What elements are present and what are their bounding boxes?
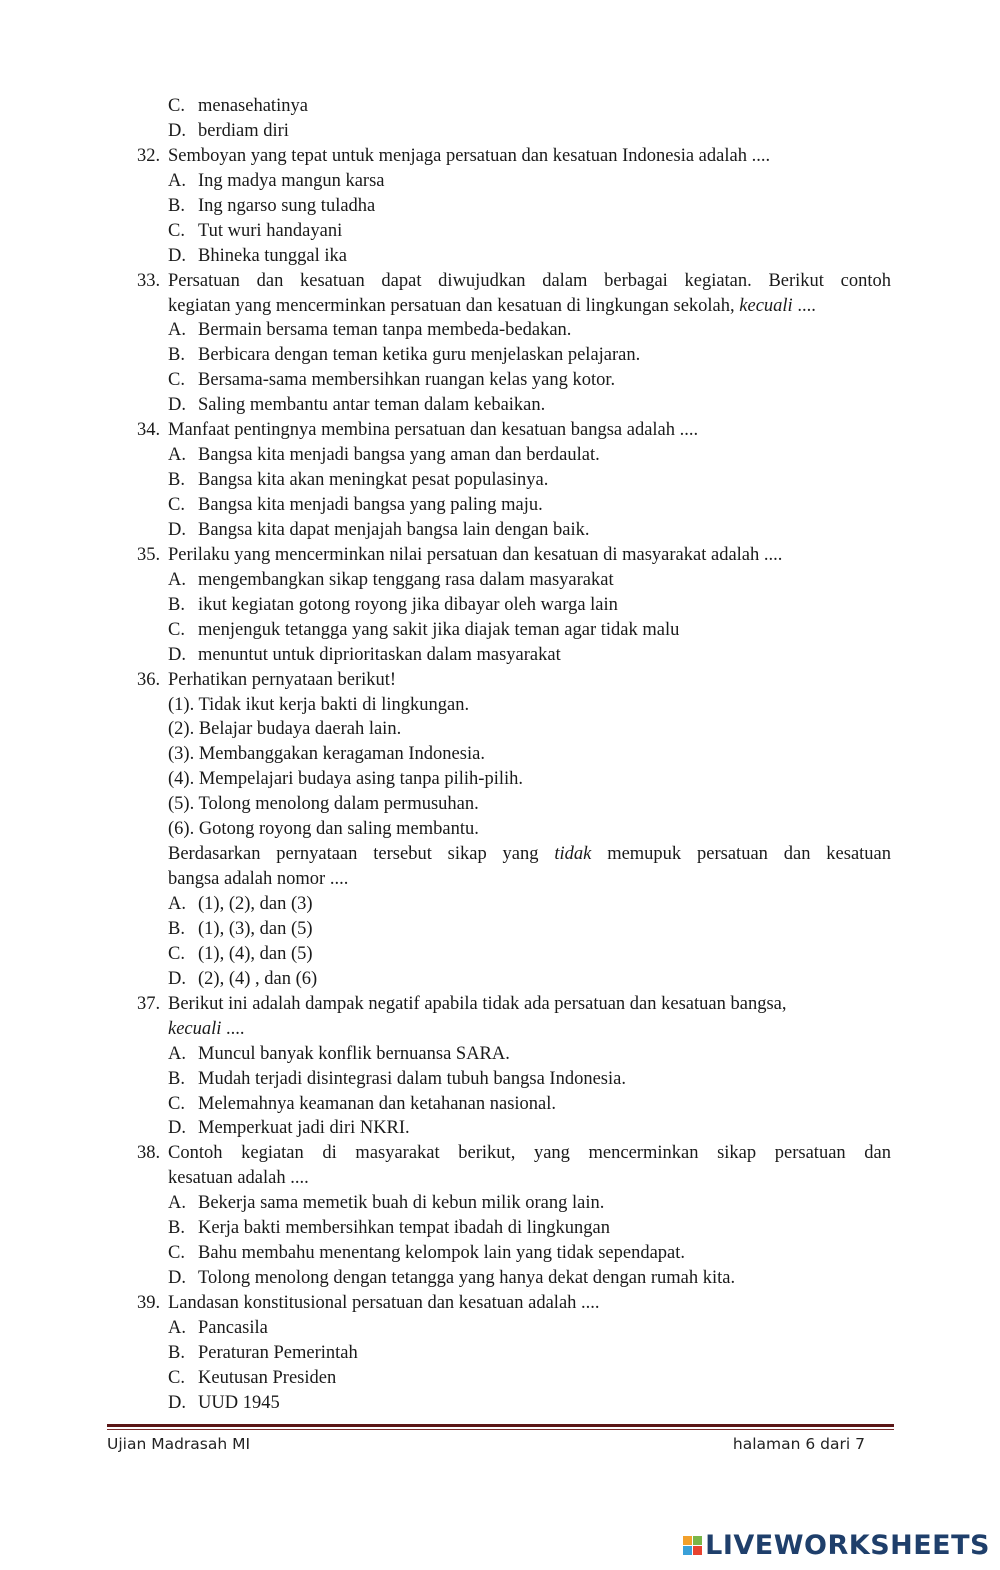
question-continuation (0, 1166, 1000, 1191)
question-continuation (0, 792, 1000, 817)
line-text: Berdasarkan pernyataan tersebut sikap yang (168, 844, 539, 865)
line-text-suffix: memupuk persatuan dan kesatuan (591, 844, 892, 865)
option-text: menasehatinya (198, 96, 308, 116)
answer-option (0, 1216, 1000, 1241)
option-text: Bangsa kita akan meningkat pesat populasinya. (198, 470, 549, 491)
question-continuation (0, 742, 1000, 767)
answer-option (0, 368, 1000, 393)
option-letter: C. (168, 943, 185, 964)
option-letter: A. (168, 569, 186, 590)
line-text-suffix: .... (792, 295, 816, 316)
answer-option (0, 94, 1000, 119)
option-letter: B. (168, 1218, 185, 1239)
line-text: (4). Mempelajari budaya asing tanpa pilih-pilih. (168, 769, 523, 790)
option-letter: D. (168, 120, 186, 141)
question-number: 36. (137, 669, 161, 690)
answer-option (0, 1366, 1000, 1391)
footer-rule-thin (107, 1429, 894, 1430)
option-text: Tolong menolong dengan tetangga yang hanya dekat dengan rumah kita. (198, 1268, 736, 1289)
option-letter: D. (168, 644, 186, 665)
answer-option (0, 318, 1000, 343)
answer-option (0, 1341, 1000, 1366)
option-text: menjenguk tetangga yang sakit jika diajak teman agar tidak malu (198, 619, 680, 640)
option-text: Pancasila (198, 1317, 268, 1338)
option-letter: B. (168, 345, 185, 366)
option-letter: A. (168, 1317, 186, 1338)
option-letter: D. (168, 245, 186, 266)
answer-option (0, 1316, 1000, 1341)
question-line (0, 144, 1000, 169)
line-text: (3). Membanggakan keragaman Indonesia. (168, 744, 485, 765)
answer-option (0, 443, 1000, 468)
option-letter: C. (168, 370, 185, 391)
answer-option (0, 493, 1000, 518)
logo-square-blue (683, 1546, 692, 1555)
question-continuation (0, 842, 1000, 867)
answer-option (0, 967, 1000, 992)
line-text: kegiatan yang mencerminkan persatuan dan kesatuan di lingkungan sekolah, (168, 295, 735, 316)
option-text: (1), (4), dan (5) (198, 943, 313, 964)
question-text: Perhatikan pernyataan berikut! (168, 669, 397, 690)
question-number: 33. (137, 270, 161, 291)
liveworksheets-logo-icon (683, 1536, 702, 1555)
option-letter: B. (168, 918, 185, 939)
option-text: (2), (4) , dan (6) (198, 968, 318, 989)
answer-option (0, 244, 1000, 269)
option-letter: B. (168, 1342, 185, 1363)
option-letter: B. (168, 195, 185, 216)
line-text-suffix: .... (221, 1018, 245, 1039)
question-number: 34. (137, 420, 161, 441)
option-letter: C. (168, 220, 185, 241)
question-number: 39. (137, 1293, 161, 1313)
logo-square-orange (683, 1536, 692, 1545)
line-text: (5). Tolong menolong dalam permusuhan. (168, 794, 479, 815)
line-text: (2). Belajar budaya daerah lain. (168, 719, 402, 740)
option-text: Muncul banyak konflik bernuansa SARA. (198, 1043, 510, 1064)
question-line (0, 992, 1000, 1017)
option-letter: B. (168, 1068, 185, 1089)
answer-option (0, 1092, 1000, 1117)
answer-option (0, 1116, 1000, 1141)
answer-option (0, 568, 1000, 593)
option-letter: C. (168, 1093, 185, 1114)
line-text: (6). Gotong royong dan saling membantu. (168, 819, 479, 840)
answer-option (0, 194, 1000, 219)
question-text: Semboyan yang tepat untuk menjaga persatuan dan kesatuan Indonesia adalah .... (168, 145, 771, 166)
question-continuation (0, 1017, 1000, 1042)
option-text: Bhineka tunggal ika (198, 245, 347, 266)
option-text: Melemahnya keamanan dan ketahanan nasional. (198, 1093, 557, 1114)
answer-option (0, 518, 1000, 543)
answer-option (0, 1191, 1000, 1216)
option-letter: D. (168, 968, 186, 989)
answer-option (0, 468, 1000, 493)
question-number: 35. (137, 544, 161, 565)
option-text: Memperkuat jadi diri NKRI. (198, 1118, 410, 1139)
option-letter: B. (168, 594, 185, 615)
answer-option (0, 119, 1000, 144)
answer-option (0, 169, 1000, 194)
emphasis-text: kecuali (739, 295, 793, 316)
question-continuation (0, 767, 1000, 792)
question-continuation (0, 693, 1000, 718)
question-continuation (0, 717, 1000, 742)
question-line (0, 269, 1000, 294)
option-text: Bekerja sama memetik buah di kebun milik orang lain. (198, 1193, 605, 1214)
option-letter: D. (168, 1392, 186, 1413)
question-continuation (0, 817, 1000, 842)
option-text: Berbicara dengan teman ketika guru menjelaskan pelajaran. (198, 345, 641, 366)
option-letter: A. (168, 445, 186, 466)
option-letter: D. (168, 1118, 186, 1139)
option-text: Bangsa kita menjadi bangsa yang paling maju. (198, 495, 543, 515)
option-text: Keutusan Presiden (198, 1367, 337, 1388)
option-text: Bangsa kita menjadi bangsa yang aman dan berdaulat. (198, 445, 600, 466)
question-text: Contoh kegiatan di masyarakat berikut, yang mencerminkan sikap persatuan dan (168, 1143, 891, 1164)
answer-option (0, 1042, 1000, 1067)
option-text: (1), (2), dan (3) (198, 894, 313, 914)
question-line (0, 1291, 1000, 1316)
answer-option (0, 942, 1000, 967)
answer-option (0, 1391, 1000, 1416)
question-number: 38. (137, 1143, 161, 1164)
emphasis-text: tidak (554, 844, 592, 865)
option-text: berdiam diri (198, 120, 289, 141)
option-letter: A. (168, 1043, 186, 1064)
option-text: Ing ngarso sung tuladha (198, 195, 376, 216)
continuation-text (168, 842, 891, 867)
line-text: (1). Tidak ikut kerja bakti di lingkungan. (168, 694, 470, 715)
question-text: Berikut ini adalah dampak negatif apabila tidak ada persatuan dan kesatuan bangsa, (168, 993, 787, 1014)
option-letter: C. (168, 96, 185, 116)
option-letter: A. (168, 1193, 186, 1214)
answer-option (0, 917, 1000, 942)
answer-option (0, 1067, 1000, 1092)
question-continuation (0, 294, 1000, 319)
option-letter: A. (168, 894, 186, 914)
answer-option (0, 593, 1000, 618)
question-continuation (0, 867, 1000, 892)
option-text: Bermain bersama teman tanpa membeda-bedakan. (198, 320, 572, 341)
option-text: Bersama-sama membersihkan ruangan kelas yang kotor. (198, 370, 616, 391)
question-text: Persatuan dan kesatuan dapat diwujudkan dalam berbagai kegiatan. Berikut contoh (168, 270, 891, 291)
liveworksheets-logo-text: LIVEWORKSHEETS (705, 1530, 990, 1561)
option-letter: D. (168, 1268, 186, 1289)
option-letter: A. (168, 170, 186, 191)
option-letter: D. (168, 519, 186, 540)
option-letter: C. (168, 1367, 185, 1388)
option-text: Kerja bakti membersihkan tempat ibadah di lingkungan (198, 1218, 611, 1239)
exam-page-content (0, 94, 1000, 1416)
question-line (0, 1141, 1000, 1166)
answer-option (0, 1266, 1000, 1291)
question-line (0, 418, 1000, 443)
option-text: Saling membantu antar teman dalam kebaikan. (198, 395, 546, 416)
answer-option (0, 393, 1000, 418)
footer-rule (107, 1424, 894, 1430)
option-text: mengembangkan sikap tenggang rasa dalam masyarakat (198, 569, 614, 590)
question-text: Perilaku yang mencerminkan nilai persatuan dan kesatuan di masyarakat adalah .... (168, 544, 783, 565)
answer-option (0, 1241, 1000, 1266)
option-text: menuntut untuk diprioritaskan dalam masyarakat (198, 644, 561, 665)
option-letter: C. (168, 619, 185, 640)
answer-option (0, 343, 1000, 368)
question-text: Landasan konstitusional persatuan dan kesatuan adalah .... (168, 1293, 600, 1313)
footer-exam-title: Ujian Madrasah MI (107, 1435, 251, 1453)
question-line (0, 543, 1000, 568)
option-text: Tut wuri handayani (198, 220, 343, 241)
answer-option (0, 892, 1000, 917)
option-text: UUD 1945 (198, 1392, 280, 1413)
question-number: 32. (137, 145, 161, 166)
option-text: (1), (3), dan (5) (198, 918, 313, 939)
option-letter: B. (168, 470, 185, 491)
option-letter: C. (168, 1243, 185, 1264)
option-text: Mudah terjadi disintegrasi dalam tubuh bangsa Indonesia. (198, 1068, 626, 1089)
question-number: 37. (137, 993, 161, 1014)
footer-page-number: halaman 6 dari 7 (732, 1435, 865, 1453)
option-text: ikut kegiatan gotong royong jika dibayar oleh warga lain (198, 594, 618, 615)
answer-option (0, 618, 1000, 643)
question-text: Manfaat pentingnya membina persatuan dan kesatuan bangsa adalah .... (168, 420, 699, 441)
option-letter: A. (168, 320, 186, 341)
answer-option (0, 643, 1000, 668)
option-text: Ing madya mangun karsa (198, 170, 385, 191)
logo-square-red (693, 1546, 702, 1555)
answer-option (0, 219, 1000, 244)
question-line (0, 668, 1000, 693)
option-text: Bangsa kita dapat menjajah bangsa lain dengan baik. (198, 519, 590, 540)
option-letter: C. (168, 495, 185, 515)
emphasis-text: kecuali (168, 1018, 222, 1039)
option-letter: D. (168, 395, 186, 416)
option-text: Bahu membahu menentang kelompok lain yang tidak sependapat. (198, 1243, 686, 1264)
logo-square-green (693, 1536, 702, 1545)
liveworksheets-logo[interactable] (683, 1530, 990, 1561)
line-text: bangsa adalah nomor .... (168, 869, 349, 890)
line-text: kesatuan adalah .... (168, 1168, 309, 1189)
option-text: Peraturan Pemerintah (198, 1342, 358, 1363)
